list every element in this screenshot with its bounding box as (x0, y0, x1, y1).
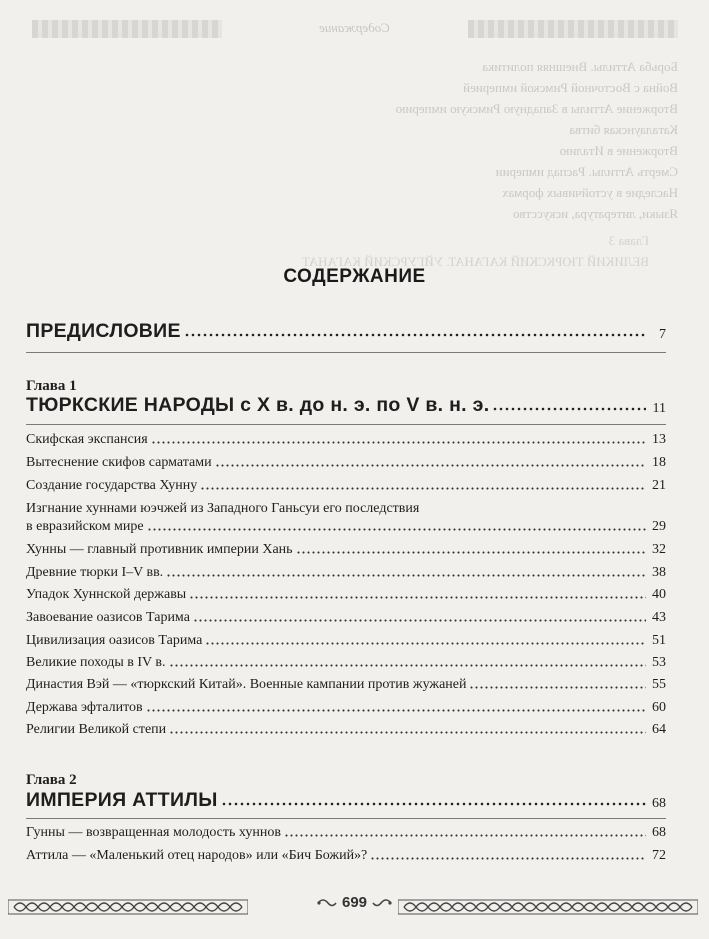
flourish-right-icon (371, 896, 393, 910)
toc-page-number: 60 (652, 700, 666, 715)
toc-page-number: 21 (652, 478, 666, 493)
toc-item[interactable] (26, 565, 666, 581)
ghost-line: Борьба Аттилы. Внешняя политика (482, 59, 678, 74)
toc-page-number: 38 (652, 565, 666, 580)
toc-item[interactable] (26, 655, 666, 671)
toc-item-title: Упадок Хуннской державы (26, 587, 187, 602)
toc-item[interactable] (26, 519, 666, 535)
dot-leader (193, 619, 646, 622)
dot-leader (151, 441, 646, 444)
toc-page-number: 55 (652, 677, 666, 692)
chapter-label: Глава 2 (26, 772, 77, 788)
dot-leader (492, 407, 646, 411)
ghost-ornament-left (32, 20, 222, 38)
chapter-label: Глава 1 (26, 378, 77, 394)
toc-item-title-line1[interactable]: Изгнание хуннами юэчжей из Западного Ганьсуи его последствия (26, 501, 420, 516)
dot-leader (189, 596, 646, 599)
toc-item-title: Аттила — «Маленький отец народов» или «Бич Божий»? (26, 848, 368, 863)
toc-page-number: 32 (652, 542, 666, 557)
dot-leader (469, 686, 646, 689)
divider (26, 818, 666, 819)
toc-page-number: 29 (652, 519, 666, 534)
toc-page-number: 40 (652, 587, 666, 602)
toc-page-number: 11 (652, 401, 666, 416)
toc-item[interactable] (26, 722, 666, 738)
toc-entry-title: ТЮРКСКИЕ НАРОДЫ с Х в. до н. э. по V в. н. э. (26, 394, 490, 416)
toc-item-title: Великие походы в IV в. (26, 655, 166, 670)
toc-entry-chapter-1[interactable] (26, 394, 666, 417)
toc-page-number: 51 (652, 633, 666, 648)
flourish-left-icon (316, 896, 338, 910)
dot-leader (284, 834, 646, 837)
dot-leader (200, 487, 646, 490)
dot-leader (169, 664, 646, 667)
ghost-header-title: Содержание (319, 20, 390, 35)
toc-item-title: Династия Вэй — «тюркский Китай». Военные кампании против жужаней (26, 677, 467, 692)
dot-leader (296, 551, 646, 554)
ghost-lines (58, 56, 678, 224)
toc-item-title: Древние тюрки I–V вв. (26, 565, 164, 580)
dot-leader (205, 642, 646, 645)
page-title: СОДЕРЖАНИЕ (283, 266, 426, 287)
dot-leader (147, 528, 646, 531)
toc-page-number: 72 (652, 848, 666, 863)
toc-page-number: 13 (652, 432, 666, 447)
toc-item-title: Создание государства Хунну (26, 478, 198, 493)
toc-entry-preface[interactable] (26, 320, 666, 343)
toc-item-title: Держава эфталитов (26, 700, 143, 715)
ghost-line: Глава 3 (608, 233, 649, 248)
toc-entry-chapter-2[interactable] (26, 789, 666, 812)
toc-item-title: Цивилизация оазисов Тарима (26, 633, 203, 648)
toc-item[interactable] (26, 587, 666, 603)
ghost-line: Вторжение в Италию (559, 143, 678, 158)
toc-item[interactable] (26, 825, 666, 841)
toc-item[interactable] (26, 455, 666, 471)
page-footer (0, 885, 709, 929)
ghost-ornament-right (468, 20, 678, 38)
toc-page-number: 7 (659, 327, 666, 342)
divider (26, 352, 666, 353)
dot-leader (215, 464, 646, 467)
dot-leader (184, 333, 646, 337)
divider (26, 424, 666, 425)
toc-page-number: 68 (652, 825, 666, 840)
ghost-line: Война с Восточной Римской империей (463, 80, 678, 95)
ghost-line: Смерть Аттилы. Распад империи (495, 164, 678, 179)
toc-item-title-line2: в евразийском мире (26, 519, 144, 534)
toc-page-number: 18 (652, 455, 666, 470)
toc-page-number: 68 (652, 796, 666, 811)
ornament-band-right-icon (398, 897, 698, 917)
dot-leader (221, 802, 646, 806)
toc-item[interactable] (26, 610, 666, 626)
toc-item[interactable] (26, 432, 666, 448)
ghost-line: Вторжение Аттилы в Западную Римскую империю (395, 101, 678, 116)
toc-page-number: 43 (652, 610, 666, 625)
toc-item-title: Хунны — главный противник империи Хань (26, 542, 293, 557)
toc-item[interactable] (26, 478, 666, 494)
toc-page-number: 53 (652, 655, 666, 670)
bleed-through (0, 0, 709, 300)
toc-item-title: Гунны — возвращенная молодость хуннов (26, 825, 281, 840)
dot-leader (370, 857, 646, 860)
toc-item-title: Вытеснение скифов сарматами (26, 455, 212, 470)
ghost-line: Наследие в устойчивых формах (502, 185, 678, 200)
toc-item[interactable] (26, 700, 666, 716)
toc-entry-title: ИМПЕРИЯ АТТИЛЫ (26, 789, 218, 811)
toc-entry-title: ПРЕДИСЛОВИЕ (26, 320, 181, 342)
toc-item[interactable] (26, 677, 666, 693)
ghost-line: Каталаунская битва (569, 122, 678, 137)
dot-leader (166, 574, 646, 577)
page-number: 699 (341, 894, 368, 911)
toc-item[interactable] (26, 633, 666, 649)
ghost-line: Языки, литература, искусство (512, 206, 678, 221)
toc-page-number: 64 (652, 722, 666, 737)
toc-item[interactable] (26, 848, 666, 864)
toc-item-title: Скифская экспансия (26, 432, 148, 447)
ghost-header (0, 6, 709, 42)
toc-item-title: Религии Великой степи (26, 722, 167, 737)
dot-leader (169, 731, 646, 734)
toc-item-title: Завоевание оазисов Тарима (26, 610, 190, 625)
ghost-line: ВЕЛИКИЙ ТЮРКСКИЙ КАГАНАТ. УЙГУРСКИЙ КАГАНАТ (301, 254, 649, 269)
toc-item[interactable] (26, 542, 666, 558)
dot-leader (146, 709, 646, 712)
